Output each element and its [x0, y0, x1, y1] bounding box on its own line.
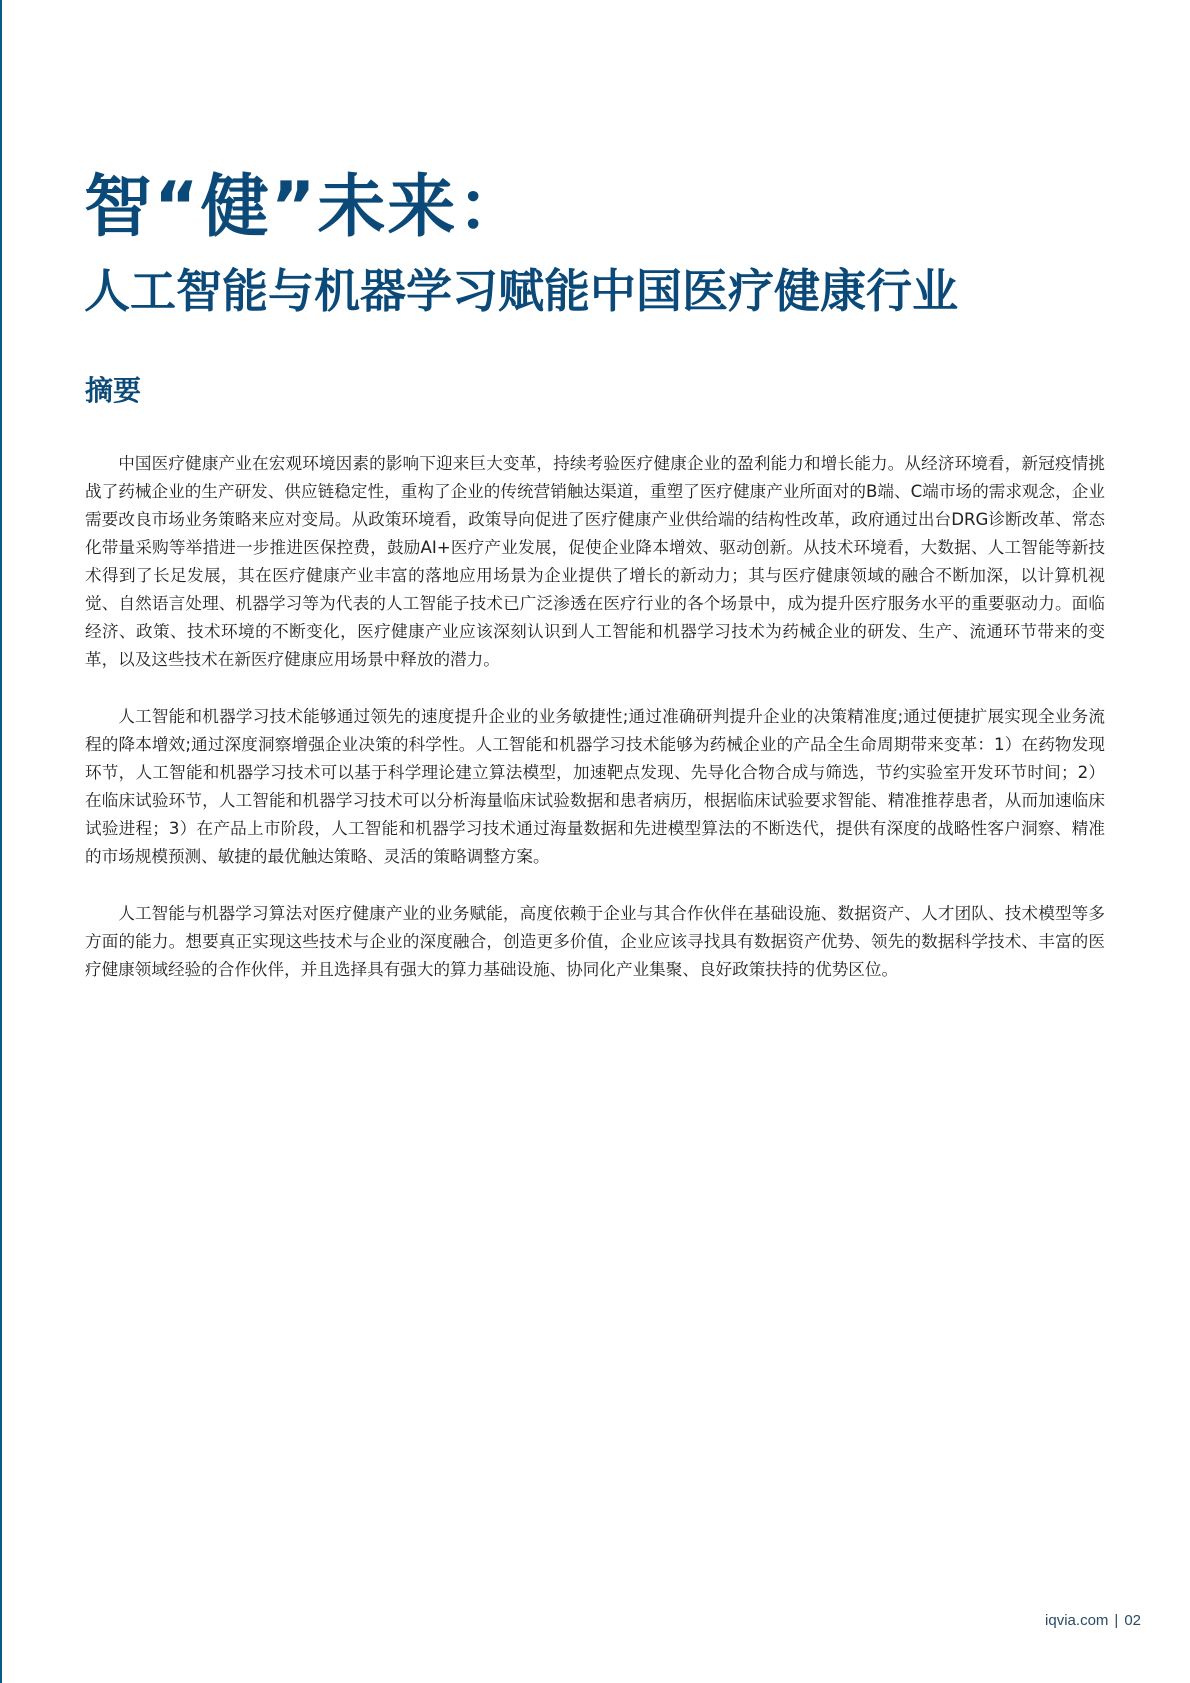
abstract-body: [85, 450, 1105, 1013]
page-title: 智“健”未来：: [84, 168, 528, 247]
footer-separator: |: [1114, 1612, 1119, 1629]
abstract-paragraph-2: 人工智能和机器学习技术能够通过领先的速度提升企业的业务敏捷性;通过准确研判提升企业的决策精准度;通过便捷扩展实现全业务流程的降本增效;通过深度洞察增强企业决策的科学性。人工智能和机器学习技术能够为药械企业的产品全生命周期带来变革：1）在药物发现环节，人工智能和机器学习技术可以基于科学理论建立算法模型，加速靶点发现、先导化合物合成与筛选，节约实验室开发环节时间；2）在临床试验环节，人工智能和机器学习技术可以分析海量临床试验数据和患者病历，根据临床试验要求智能、精准推荐患者，从而加速临床试验进程；3）在产品上市阶段，人工智能和机器学习技术通过海量数据和先进模型算法的不断迭代，提供有深度的战略性客户洞察、精准的市场规模预测、敏捷的最优触达策略、灵活的策略调整方案。: [85, 707, 1105, 866]
section-heading-abstract: 摘要: [85, 374, 142, 407]
abstract-paragraph-3: 人工智能与机器学习算法对医疗健康产业的业务赋能，高度依赖于企业与其合作伙伴在基础设施、数据资产、人才团队、技术模型等多方面的能力。想要真正实现这些技术与企业的深度融合，创造更多价值，企业应该寻找具有数据资产优势、领先的数据科学技术、丰富的医疗健康领域经验的合作伙伴，并且选择具有强大的算力基础设施、协同化产业集聚、良好政策扶持的优势区位。: [85, 904, 1105, 979]
page-subtitle: 人工智能与机器学习赋能中国医疗健康行业: [84, 264, 958, 318]
abstract-paragraph-1: 中国医疗健康产业在宏观环境因素的影响下迎来巨大变革，持续考验医疗健康企业的盈利能力和增长能力。从经济环境看，新冠疫情挑战了药械企业的生产研发、供应链稳定性，重构了企业的传统营销触达渠道，重塑了医疗健康产业所面对的B端、C端市场的需求观念，企业需要改良市场业务策略来应对变局。从政策环境看，政策导向促进了医疗健康产业供给端的结构性改革，政府通过出台DRG诊断改革、常态化带量采购等举措进一步推进医保控费，鼓励AI+医疗产业发展，促使企业降本增效、驱动创新。从技术环境看，大数据、人工智能等新技术得到了长足发展，其在医疗健康产业丰富的落地应用场景为企业提供了增长的新动力；其与医疗健康领域的融合不断加深，以计算机视觉、自然语言处理、机器学习等为代表的人工智能子技术已广泛渗透在医疗行业的各个场景中，成为提升医疗服务水平的重要驱动力。面临经济、政策、技术环境的不断变化，医疗健康产业应该深刻认识到人工智能和机器学习技术为药械企业的研发、生产、流通环节带来的变革，以及这些技术在新医疗健康应用场景中释放的潜力。: [85, 454, 1105, 669]
footer-site-link[interactable]: iqvia.com: [1045, 1612, 1109, 1629]
page-edge-line: [0, 0, 2, 1683]
page-footer: [1045, 1612, 1141, 1629]
page-number: 02: [1124, 1612, 1141, 1629]
